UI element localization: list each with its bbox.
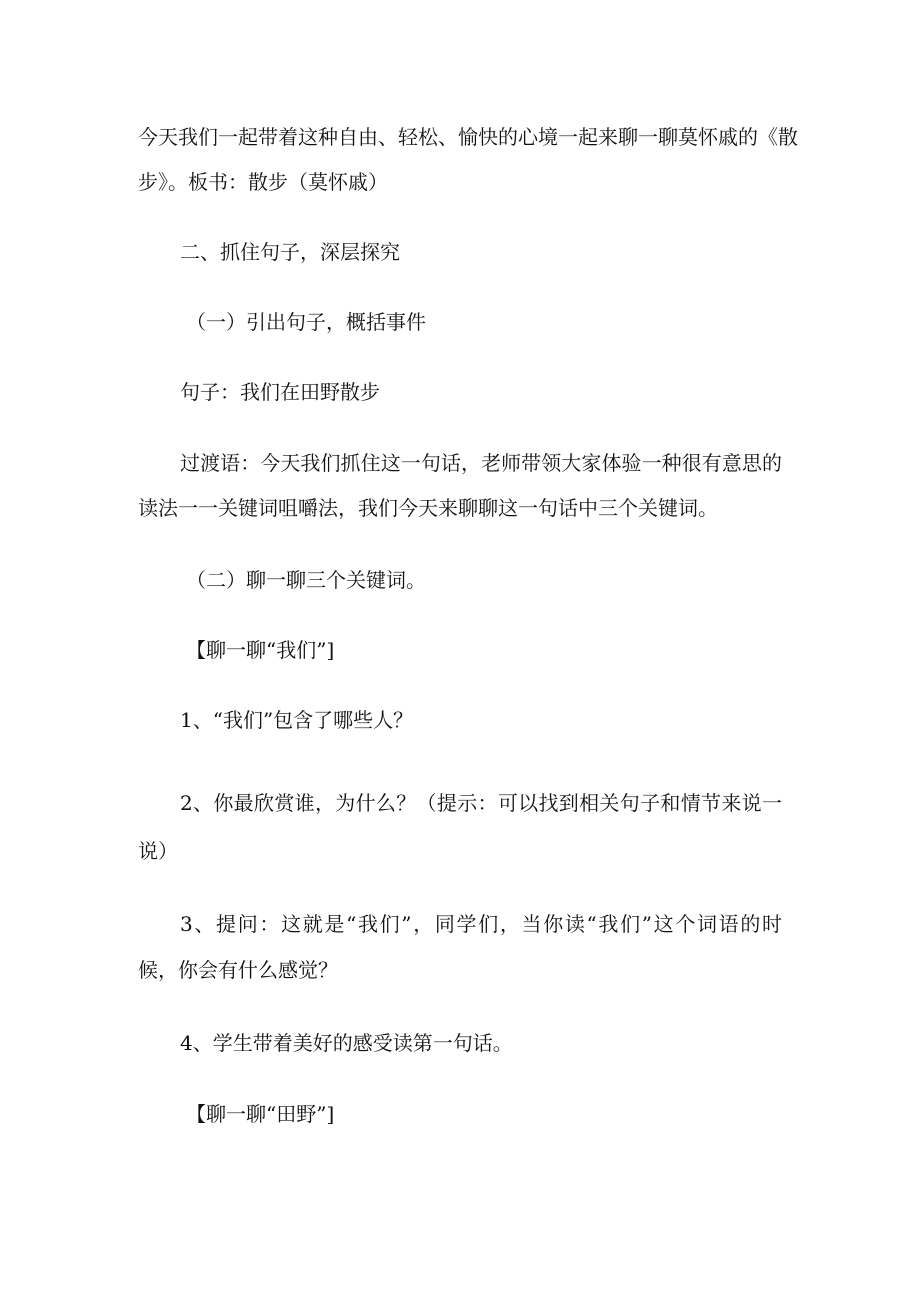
question-3-line-1: 3、提问：这就是“我们”，同学们，当你读“我们”这个词语的时 [180,912,782,936]
topic-heading-women: 【聊一聊“我们”] [186,638,335,662]
intro-paragraph-line-1: 今天我们一起带着这种自由、轻松、愉快的心境一起来聊一聊莫怀戚的《散 [138,125,798,149]
subsection-heading-1: （一）引出句子，概括事件 [186,310,426,334]
question-1: 1、“我们”包含了哪些人？ [180,708,414,732]
question-2-line-2: 说） [138,839,178,863]
topic-heading-tianye: 【聊一聊“田野”] [186,1102,335,1126]
intro-paragraph-line-2: 步》。板书：散步（莫怀戚） [138,170,388,194]
transition-paragraph-line-1: 过渡语：今天我们抓住这一句话，老师带领大家体验一种很有意思的 [180,451,782,475]
key-sentence: 句子：我们在田野散步 [180,380,380,404]
question-4: 4、学生带着美好的感受读第一句话。 [180,1031,513,1055]
question-2-line-1: 2、你最欣赏谁，为什么？（提示：可以找到相关句子和情节来说一 [180,791,782,815]
question-3-line-2: 候，你会有什么感觉？ [138,958,338,982]
transition-paragraph-line-2: 读法一一关键词咀嚼法，我们今天来聊聊这一句话中三个关键词。 [138,496,718,520]
section-heading: 二、抓住句子，深层探究 [180,240,400,264]
subsection-heading-2: （二）聊一聊三个关键词。 [186,568,426,592]
